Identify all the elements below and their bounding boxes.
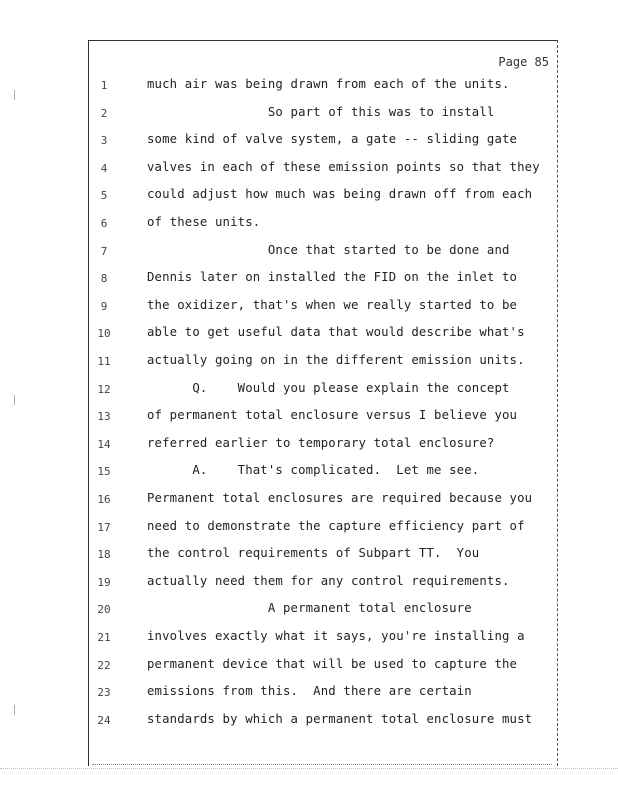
line-number: 18 [97, 548, 111, 562]
transcript-line [89, 77, 557, 97]
line-text: A. That's complicated. Let me see. [147, 463, 480, 478]
transcript-line [89, 408, 557, 428]
line-text: of these units. [147, 215, 261, 229]
transcript-line [89, 187, 557, 207]
line-text: Once that started to be done and [147, 242, 510, 257]
line-number: 2 [100, 106, 108, 120]
line-text: could adjust how much was being drawn off from each [147, 187, 533, 202]
footer-rule [92, 764, 552, 767]
transcript-page [88, 40, 558, 766]
transcript-line [89, 436, 557, 456]
margin-mark [14, 705, 21, 715]
line-text: Permanent total enclosures are required because you [147, 491, 533, 505]
line-number: 4 [100, 161, 108, 175]
line-text: the oxidizer, that's when we really started to be [147, 297, 518, 312]
transcript-line [89, 712, 557, 732]
transcript-line [89, 215, 557, 235]
line-text: of permanent total enclosure versus I believe you [147, 408, 518, 423]
scan-edge [0, 768, 618, 771]
margin-mark [14, 395, 21, 405]
line-number: 14 [97, 437, 111, 451]
transcript-line [89, 574, 557, 594]
line-text: need to demonstrate the capture efficiency part of [147, 518, 525, 533]
transcript-line [89, 298, 557, 318]
line-number: 9 [100, 299, 108, 313]
line-number: 19 [97, 575, 111, 589]
transcript-line [89, 270, 557, 290]
transcript-line [89, 353, 557, 373]
line-text: Q. Would you please explain the concept [147, 380, 510, 395]
transcript-line [89, 657, 557, 677]
line-number: 10 [97, 327, 111, 341]
transcript-line [89, 105, 557, 125]
line-text: standards by which a permanent total enclosure must [147, 711, 533, 726]
transcript-line [89, 629, 557, 649]
line-number: 7 [100, 244, 108, 258]
transcript-line [89, 601, 557, 621]
line-text: permanent device that will be used to capture the [147, 656, 518, 671]
transcript-line [89, 132, 557, 152]
line-text: valves in each of these emission points so that they [147, 159, 540, 174]
line-number: 24 [97, 713, 111, 727]
line-number: 21 [97, 631, 111, 644]
line-number: 23 [97, 686, 111, 700]
line-number: 8 [100, 272, 108, 286]
line-text: Dennis later on installed the FID on the inlet to [147, 270, 518, 285]
line-number: 20 [97, 603, 111, 617]
page-number: Page 85 [498, 55, 549, 69]
transcript-line [89, 684, 557, 704]
line-number: 5 [100, 189, 108, 203]
transcript-line [89, 491, 557, 511]
transcript-line [89, 160, 557, 180]
transcript-line [89, 325, 557, 345]
transcript-line [89, 243, 557, 263]
line-text: involves exactly what it says, you're installing a [147, 629, 525, 643]
margin-mark [14, 90, 21, 100]
line-text: some kind of valve system, a gate -- sliding gate [147, 132, 518, 147]
line-number: 6 [100, 217, 108, 230]
line-text: actually need them for any control requirements. [147, 573, 510, 588]
line-number: 22 [97, 658, 111, 672]
line-text: the control requirements of Subpart TT. You [147, 546, 480, 561]
line-number: 16 [97, 493, 111, 506]
line-text: So part of this was to install [147, 104, 495, 119]
line-number: 12 [97, 382, 111, 396]
line-number: 3 [100, 134, 108, 148]
transcript-line [89, 463, 557, 483]
line-text: referred earlier to temporary total enclosure? [147, 435, 495, 450]
line-text: emissions from this. And there are certain [147, 684, 472, 699]
line-text: much air was being drawn from each of the units. [147, 77, 510, 91]
line-number: 15 [97, 465, 111, 479]
line-text: able to get useful data that would describe what's [147, 325, 525, 340]
transcript-line [89, 546, 557, 566]
line-number: 13 [97, 410, 111, 424]
line-number: 17 [97, 520, 111, 534]
transcript-line [89, 519, 557, 539]
line-number: 11 [97, 355, 111, 368]
line-text: A permanent total enclosure [147, 601, 472, 616]
line-text: actually going on in the different emission units. [147, 353, 525, 367]
transcript-line [89, 381, 557, 401]
line-number: 1 [100, 79, 108, 92]
